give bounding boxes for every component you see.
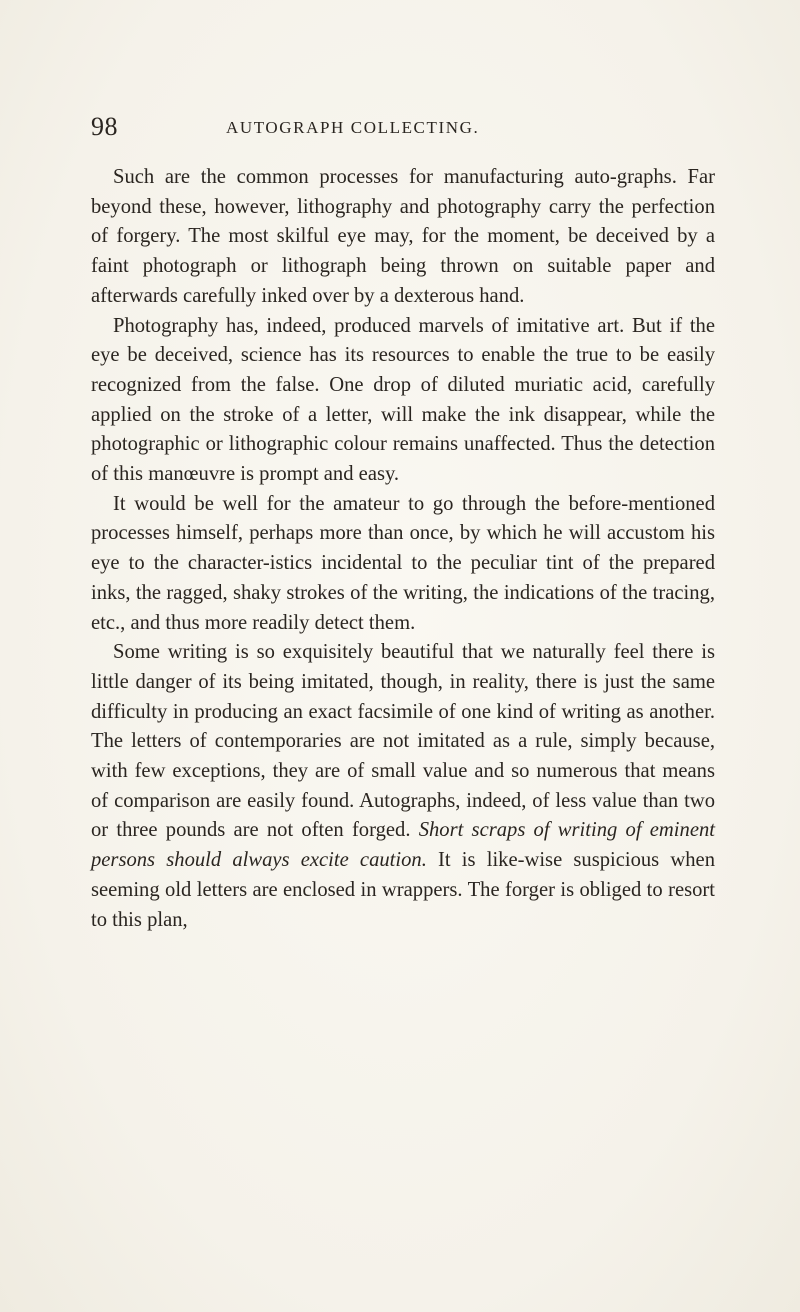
paragraph-text: Some writing is so exquisitely beautiful that we naturally feel there is little danger of its being imitated, though, in reality, there is just the same difficulty in producing an exact facsimile of one kind of writing as another. The letters of contemporaries are not imitated as a rule, simply because, with few exceptions, they are of small value and so numerous that means of comparison are easily found. Autographs, indeed, of less value than two or three pounds are not often forged. [91, 641, 715, 842]
paragraph-text: It is like-wise suspicious when seeming old letters are enclosed in wrappers. The forger is obliged to resort to this plan, [91, 849, 715, 931]
paragraph: Such are the common processes for manufacturing auto-graphs. Far beyond these, however, lithography and photography carry the perfection of forgery. The most skilful eye may, for the moment, be deceived by a faint photograph or lithograph being thrown on suitable paper and afterwards carefully inked over by a dexterous hand. [91, 166, 715, 307]
page-header [0, 112, 800, 142]
paragraph: It would be well for the amateur to go through the before-mentioned processes himself, perhaps more than once, by which he will accustom his eye to the character-istics incidental to the peculiar tint of the prepared inks, the ragged, shaky strokes of the writing, the indications of the tracing, etc., and thus more readily detect them. [91, 492, 715, 634]
paragraph [91, 638, 715, 935]
running-title: AUTOGRAPH COLLECTING. [226, 118, 480, 137]
paragraph: Photography has, indeed, produced marvels of imitative art. But if the eye be deceived, science has its resources to enable the true to be easily recognized from the false. One drop of diluted muriatic acid, carefully applied on the stroke of a letter, will make the ink disappear, while the photographic or lithographic colour remains unaffected. Thus the detection of this manœuvre is prompt and easy. [91, 314, 715, 486]
body-text [91, 163, 715, 935]
emphasized-text: Short scraps of writing of eminent persons should always excite caution. [91, 819, 715, 872]
page-number: 98 [91, 112, 118, 141]
